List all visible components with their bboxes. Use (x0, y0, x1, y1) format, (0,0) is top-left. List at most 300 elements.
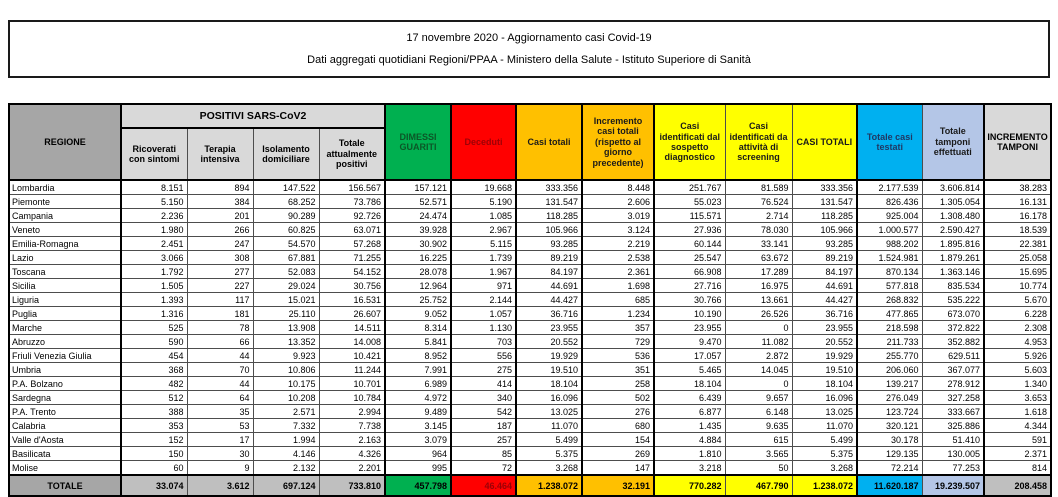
cell-terapia-intensiva: 35 (187, 405, 253, 419)
region-name: Marche (9, 321, 121, 335)
cell-ricoverati-con-sintomi: 512 (121, 391, 187, 405)
total-cell-casi-totali: 1.238.072 (516, 475, 582, 496)
cell-casi-sospetto-diagnostico: 27.936 (654, 223, 725, 237)
col-header-casi-screening: Casi identificati da attività di screening (725, 104, 792, 180)
cell-casi-totali-maiuscolo: 18.104 (792, 377, 857, 391)
cell-ricoverati-con-sintomi: 60 (121, 461, 187, 476)
cell-isolamento-domiciliare: 7.332 (253, 419, 319, 433)
cell-casi-screening: 2.872 (725, 349, 792, 363)
cell-casi-sospetto-diagnostico: 25.547 (654, 251, 725, 265)
cell-casi-screening: 6.148 (725, 405, 792, 419)
cell-isolamento-domiciliare: 68.252 (253, 195, 319, 209)
cell-dimessi-guariti: 25.752 (385, 293, 451, 307)
cell-casi-totali-maiuscolo: 118.285 (792, 209, 857, 223)
cell-terapia-intensiva: 44 (187, 377, 253, 391)
region-name: Sardegna (9, 391, 121, 405)
cell-casi-totali: 105.966 (516, 223, 582, 237)
cell-dimessi-guariti: 30.902 (385, 237, 451, 251)
cell-incremento-tamponi: 591 (984, 433, 1051, 447)
cell-ricoverati-con-sintomi: 1.792 (121, 265, 187, 279)
cell-totale-attualmente-positivi: 73.786 (319, 195, 385, 209)
cell-terapia-intensiva: 70 (187, 363, 253, 377)
cell-casi-totali-maiuscolo: 16.096 (792, 391, 857, 405)
cell-ricoverati-con-sintomi: 482 (121, 377, 187, 391)
total-cell-ricoverati-con-sintomi: 33.074 (121, 475, 187, 496)
table-body (9, 180, 1051, 496)
cell-deceduti: 703 (451, 335, 516, 349)
col-header-dimessi-guariti: DIMESSI GUARITI (385, 104, 451, 180)
cell-ricoverati-con-sintomi: 3.066 (121, 251, 187, 265)
cell-totale-attualmente-positivi: 57.268 (319, 237, 385, 251)
col-header-isolamento-domiciliare: Isolamento domiciliare (253, 128, 319, 180)
region-name: Toscana (9, 265, 121, 279)
cell-incremento-casi-totali: 3.019 (582, 209, 654, 223)
cell-totale-attualmente-positivi: 10.421 (319, 349, 385, 363)
col-header-totale-casi-testati: Totale casi testati (857, 104, 922, 180)
cell-casi-sospetto-diagnostico: 6.877 (654, 405, 725, 419)
total-cell-casi-totali-maiuscolo: 1.238.072 (792, 475, 857, 496)
cell-casi-totali: 20.552 (516, 335, 582, 349)
region-name: Basilicata (9, 447, 121, 461)
cell-totale-casi-testati: 276.049 (857, 391, 922, 405)
total-row (9, 475, 1051, 496)
cell-totale-tamponi: 77.253 (922, 461, 984, 476)
covid-data-table (8, 103, 1052, 497)
cell-casi-screening: 63.672 (725, 251, 792, 265)
region-name: Umbria (9, 363, 121, 377)
cell-incremento-tamponi: 38.283 (984, 180, 1051, 195)
region-name: Emilia-Romagna (9, 237, 121, 251)
cell-casi-totali-maiuscolo: 333.356 (792, 180, 857, 195)
cell-totale-casi-testati: 72.214 (857, 461, 922, 476)
cell-casi-totali: 44.691 (516, 279, 582, 293)
cell-ricoverati-con-sintomi: 152 (121, 433, 187, 447)
cell-isolamento-domiciliare: 90.289 (253, 209, 319, 223)
cell-terapia-intensiva: 66 (187, 335, 253, 349)
cell-incremento-tamponi: 4.953 (984, 335, 1051, 349)
cell-dimessi-guariti: 24.474 (385, 209, 451, 223)
cell-terapia-intensiva: 247 (187, 237, 253, 251)
cell-casi-totali: 131.547 (516, 195, 582, 209)
cell-isolamento-domiciliare: 2.132 (253, 461, 319, 476)
cell-casi-sospetto-diagnostico: 9.470 (654, 335, 725, 349)
col-header-terapia-intensiva: Terapia intensiva (187, 128, 253, 180)
cell-totale-tamponi: 352.882 (922, 335, 984, 349)
region-name: Campania (9, 209, 121, 223)
cell-totale-casi-testati: 988.202 (857, 237, 922, 251)
cell-casi-screening: 615 (725, 433, 792, 447)
cell-casi-sospetto-diagnostico: 4.884 (654, 433, 725, 447)
cell-casi-totali: 5.375 (516, 447, 582, 461)
cell-ricoverati-con-sintomi: 1.393 (121, 293, 187, 307)
cell-incremento-casi-totali: 154 (582, 433, 654, 447)
table-row (9, 223, 1051, 237)
cell-casi-totali: 13.025 (516, 405, 582, 419)
cell-casi-sospetto-diagnostico: 1.810 (654, 447, 725, 461)
cell-totale-casi-testati: 1.000.577 (857, 223, 922, 237)
cell-casi-totali-maiuscolo: 5.375 (792, 447, 857, 461)
cell-ricoverati-con-sintomi: 368 (121, 363, 187, 377)
total-cell-casi-sospetto-diagnostico: 770.282 (654, 475, 725, 496)
cell-incremento-tamponi: 25.058 (984, 251, 1051, 265)
cell-casi-screening: 17.289 (725, 265, 792, 279)
cell-incremento-casi-totali: 357 (582, 321, 654, 335)
report-title-line2: Dati aggregati quotidiani Regioni/PPAA - Ministero della Salute - Istituto Superiore di Sanità (307, 54, 751, 66)
cell-casi-totali-maiuscolo: 44.691 (792, 279, 857, 293)
cell-totale-tamponi: 629.511 (922, 349, 984, 363)
cell-incremento-tamponi: 22.381 (984, 237, 1051, 251)
cell-isolamento-domiciliare: 9.923 (253, 349, 319, 363)
cell-casi-totali-maiuscolo: 19.929 (792, 349, 857, 363)
cell-casi-sospetto-diagnostico: 30.766 (654, 293, 725, 307)
cell-totale-tamponi: 325.886 (922, 419, 984, 433)
cell-totale-attualmente-positivi: 54.152 (319, 265, 385, 279)
cell-dimessi-guariti: 3.079 (385, 433, 451, 447)
region-name: Sicilia (9, 279, 121, 293)
cell-incremento-casi-totali: 147 (582, 461, 654, 476)
cell-totale-casi-testati: 268.832 (857, 293, 922, 307)
region-name: Piemonte (9, 195, 121, 209)
col-header-casi-totali-maiuscolo: CASI TOTALI (792, 104, 857, 180)
cell-deceduti: 2.144 (451, 293, 516, 307)
cell-incremento-casi-totali: 1.698 (582, 279, 654, 293)
cell-dimessi-guariti: 9.052 (385, 307, 451, 321)
cell-totale-casi-testati: 925.004 (857, 209, 922, 223)
table-row (9, 377, 1051, 391)
cell-casi-totali-maiuscolo: 20.552 (792, 335, 857, 349)
cell-incremento-casi-totali: 2.361 (582, 265, 654, 279)
col-header-totale-tamponi: Totale tamponi effettuati (922, 104, 984, 180)
table-row (9, 321, 1051, 335)
cell-incremento-tamponi: 1.618 (984, 405, 1051, 419)
col-header-casi-sospetto-diagnostico: Casi identificati dal sospetto diagnostico (654, 104, 725, 180)
cell-casi-totali-maiuscolo: 93.285 (792, 237, 857, 251)
cell-ricoverati-con-sintomi: 2.236 (121, 209, 187, 223)
col-header-totale-attualmente-positivi: Totale attualmente positivi (319, 128, 385, 180)
cell-incremento-tamponi: 10.774 (984, 279, 1051, 293)
table-row (9, 447, 1051, 461)
cell-ricoverati-con-sintomi: 590 (121, 335, 187, 349)
cell-ricoverati-con-sintomi: 8.151 (121, 180, 187, 195)
cell-terapia-intensiva: 17 (187, 433, 253, 447)
region-name: Puglia (9, 307, 121, 321)
cell-casi-screening: 78.030 (725, 223, 792, 237)
cell-deceduti: 85 (451, 447, 516, 461)
cell-casi-totali: 3.268 (516, 461, 582, 476)
table-row (9, 349, 1051, 363)
total-cell-deceduti: 46.464 (451, 475, 516, 496)
cell-deceduti: 2.967 (451, 223, 516, 237)
cell-incremento-casi-totali: 2.538 (582, 251, 654, 265)
total-cell-totale-casi-testati: 11.620.187 (857, 475, 922, 496)
cell-casi-totali-maiuscolo: 5.499 (792, 433, 857, 447)
total-cell-isolamento-domiciliare: 697.124 (253, 475, 319, 496)
cell-totale-tamponi: 3.606.814 (922, 180, 984, 195)
cell-incremento-casi-totali: 536 (582, 349, 654, 363)
cell-totale-attualmente-positivi: 71.255 (319, 251, 385, 265)
table-row (9, 363, 1051, 377)
cell-totale-attualmente-positivi: 10.784 (319, 391, 385, 405)
cell-totale-casi-testati: 211.733 (857, 335, 922, 349)
region-name: P.A. Trento (9, 405, 121, 419)
cell-deceduti: 72 (451, 461, 516, 476)
cell-totale-tamponi: 1.879.261 (922, 251, 984, 265)
cell-dimessi-guariti: 6.989 (385, 377, 451, 391)
cell-isolamento-domiciliare: 10.806 (253, 363, 319, 377)
region-name: Molise (9, 461, 121, 476)
cell-casi-screening: 2.714 (725, 209, 792, 223)
region-name: Lazio (9, 251, 121, 265)
cell-casi-totali: 93.285 (516, 237, 582, 251)
cell-ricoverati-con-sintomi: 353 (121, 419, 187, 433)
region-name: Lombardia (9, 180, 121, 195)
cell-ricoverati-con-sintomi: 2.451 (121, 237, 187, 251)
cell-incremento-casi-totali: 258 (582, 377, 654, 391)
cell-dimessi-guariti: 8.952 (385, 349, 451, 363)
total-label: TOTALE (9, 475, 121, 496)
cell-casi-totali: 118.285 (516, 209, 582, 223)
cell-terapia-intensiva: 53 (187, 419, 253, 433)
cell-casi-sospetto-diagnostico: 115.571 (654, 209, 725, 223)
cell-totale-attualmente-positivi: 26.607 (319, 307, 385, 321)
cell-dimessi-guariti: 12.964 (385, 279, 451, 293)
cell-totale-casi-testati: 826.436 (857, 195, 922, 209)
cell-incremento-tamponi: 4.344 (984, 419, 1051, 433)
cell-deceduti: 5.190 (451, 195, 516, 209)
cell-casi-screening: 0 (725, 377, 792, 391)
cell-deceduti: 1.130 (451, 321, 516, 335)
cell-terapia-intensiva: 308 (187, 251, 253, 265)
cell-dimessi-guariti: 28.078 (385, 265, 451, 279)
cell-totale-tamponi: 327.258 (922, 391, 984, 405)
cell-casi-totali: 5.499 (516, 433, 582, 447)
cell-incremento-tamponi: 5.670 (984, 293, 1051, 307)
cell-totale-attualmente-positivi: 10.701 (319, 377, 385, 391)
cell-dimessi-guariti: 39.928 (385, 223, 451, 237)
total-cell-dimessi-guariti: 457.798 (385, 475, 451, 496)
cell-casi-sospetto-diagnostico: 6.439 (654, 391, 725, 405)
cell-isolamento-domiciliare: 10.175 (253, 377, 319, 391)
cell-incremento-casi-totali: 2.606 (582, 195, 654, 209)
table-row (9, 293, 1051, 307)
table-row (9, 461, 1051, 476)
cell-totale-tamponi: 673.070 (922, 307, 984, 321)
region-name: Calabria (9, 419, 121, 433)
cell-totale-casi-testati: 139.217 (857, 377, 922, 391)
cell-incremento-tamponi: 18.539 (984, 223, 1051, 237)
cell-incremento-casi-totali: 351 (582, 363, 654, 377)
cell-totale-tamponi: 1.363.146 (922, 265, 984, 279)
cell-casi-totali-maiuscolo: 44.427 (792, 293, 857, 307)
cell-totale-tamponi: 130.005 (922, 447, 984, 461)
cell-casi-screening: 16.975 (725, 279, 792, 293)
cell-ricoverati-con-sintomi: 1.505 (121, 279, 187, 293)
cell-ricoverati-con-sintomi: 388 (121, 405, 187, 419)
cell-totale-tamponi: 333.667 (922, 405, 984, 419)
cell-deceduti: 1.967 (451, 265, 516, 279)
cell-dimessi-guariti: 5.841 (385, 335, 451, 349)
cell-totale-casi-testati: 477.865 (857, 307, 922, 321)
cell-ricoverati-con-sintomi: 454 (121, 349, 187, 363)
cell-deceduti: 187 (451, 419, 516, 433)
cell-casi-totali: 84.197 (516, 265, 582, 279)
table-row (9, 419, 1051, 433)
report-title-line1: 17 novembre 2020 - Aggiornamento casi Covid-19 (406, 32, 652, 44)
total-cell-incremento-casi-totali: 32.191 (582, 475, 654, 496)
cell-incremento-casi-totali: 502 (582, 391, 654, 405)
table-row (9, 180, 1051, 195)
cell-casi-totali-maiuscolo: 131.547 (792, 195, 857, 209)
table-row (9, 265, 1051, 279)
cell-casi-screening: 33.141 (725, 237, 792, 251)
cell-terapia-intensiva: 384 (187, 195, 253, 209)
cell-deceduti: 275 (451, 363, 516, 377)
cell-casi-totali-maiuscolo: 23.955 (792, 321, 857, 335)
cell-totale-casi-testati: 129.135 (857, 447, 922, 461)
cell-isolamento-domiciliare: 54.570 (253, 237, 319, 251)
cell-terapia-intensiva: 78 (187, 321, 253, 335)
region-name: Valle d'Aosta (9, 433, 121, 447)
cell-incremento-tamponi: 5.603 (984, 363, 1051, 377)
total-cell-terapia-intensiva: 3.612 (187, 475, 253, 496)
cell-casi-screening: 26.526 (725, 307, 792, 321)
cell-incremento-tamponi: 814 (984, 461, 1051, 476)
cell-totale-tamponi: 372.822 (922, 321, 984, 335)
total-cell-incremento-tamponi: 208.458 (984, 475, 1051, 496)
cell-casi-totali: 89.219 (516, 251, 582, 265)
cell-isolamento-domiciliare: 2.571 (253, 405, 319, 419)
cell-totale-attualmente-positivi: 16.531 (319, 293, 385, 307)
cell-totale-tamponi: 835.534 (922, 279, 984, 293)
cell-incremento-tamponi: 3.653 (984, 391, 1051, 405)
cell-casi-totali-maiuscolo: 3.268 (792, 461, 857, 476)
cell-isolamento-domiciliare: 13.352 (253, 335, 319, 349)
cell-totale-tamponi: 1.305.054 (922, 195, 984, 209)
cell-deceduti: 5.115 (451, 237, 516, 251)
cell-incremento-casi-totali: 685 (582, 293, 654, 307)
cell-incremento-tamponi: 5.926 (984, 349, 1051, 363)
cell-casi-screening: 76.524 (725, 195, 792, 209)
cell-incremento-tamponi: 6.228 (984, 307, 1051, 321)
cell-casi-totali: 19.510 (516, 363, 582, 377)
col-header-regione: REGIONE (9, 104, 121, 180)
cell-casi-screening: 9.635 (725, 419, 792, 433)
cell-totale-attualmente-positivi: 2.201 (319, 461, 385, 476)
cell-casi-totali: 11.070 (516, 419, 582, 433)
cell-casi-sospetto-diagnostico: 5.465 (654, 363, 725, 377)
cell-totale-tamponi: 2.590.427 (922, 223, 984, 237)
cell-deceduti: 257 (451, 433, 516, 447)
cell-totale-tamponi: 278.912 (922, 377, 984, 391)
total-cell-totale-tamponi: 19.239.507 (922, 475, 984, 496)
cell-deceduti: 19.668 (451, 180, 516, 195)
table-row (9, 335, 1051, 349)
cell-isolamento-domiciliare: 147.522 (253, 180, 319, 195)
cell-terapia-intensiva: 277 (187, 265, 253, 279)
cell-dimessi-guariti: 157.121 (385, 180, 451, 195)
cell-totale-casi-testati: 577.818 (857, 279, 922, 293)
cell-incremento-casi-totali: 3.124 (582, 223, 654, 237)
cell-incremento-casi-totali: 269 (582, 447, 654, 461)
cell-totale-attualmente-positivi: 2.163 (319, 433, 385, 447)
region-name: Friuli Venezia Giulia (9, 349, 121, 363)
cell-isolamento-domiciliare: 29.024 (253, 279, 319, 293)
cell-dimessi-guariti: 9.489 (385, 405, 451, 419)
table-row (9, 391, 1051, 405)
cell-casi-screening: 0 (725, 321, 792, 335)
cell-incremento-tamponi: 2.371 (984, 447, 1051, 461)
cell-terapia-intensiva: 227 (187, 279, 253, 293)
col-header-incremento-tamponi: INCREMENTO TAMPONI (984, 104, 1051, 180)
table-header (9, 104, 1051, 180)
cell-isolamento-domiciliare: 25.110 (253, 307, 319, 321)
cell-casi-totali-maiuscolo: 105.966 (792, 223, 857, 237)
cell-casi-screening: 13.661 (725, 293, 792, 307)
cell-casi-totali: 18.104 (516, 377, 582, 391)
cell-casi-sospetto-diagnostico: 27.716 (654, 279, 725, 293)
cell-casi-totali-maiuscolo: 84.197 (792, 265, 857, 279)
cell-totale-attualmente-positivi: 7.738 (319, 419, 385, 433)
cell-deceduti: 1.739 (451, 251, 516, 265)
cell-totale-attualmente-positivi: 14.008 (319, 335, 385, 349)
col-header-deceduti: Deceduti (451, 104, 516, 180)
cell-totale-attualmente-positivi: 156.567 (319, 180, 385, 195)
table-row (9, 237, 1051, 251)
cell-dimessi-guariti: 52.571 (385, 195, 451, 209)
cell-casi-totali-maiuscolo: 19.510 (792, 363, 857, 377)
cell-totale-attualmente-positivi: 4.326 (319, 447, 385, 461)
cell-totale-casi-testati: 30.178 (857, 433, 922, 447)
col-header-casi-totali: Casi totali (516, 104, 582, 180)
cell-casi-sospetto-diagnostico: 1.435 (654, 419, 725, 433)
region-name: Liguria (9, 293, 121, 307)
cell-ricoverati-con-sintomi: 5.150 (121, 195, 187, 209)
cell-totale-casi-testati: 123.724 (857, 405, 922, 419)
cell-totale-attualmente-positivi: 11.244 (319, 363, 385, 377)
cell-dimessi-guariti: 3.145 (385, 419, 451, 433)
cell-casi-totali: 23.955 (516, 321, 582, 335)
table-row (9, 433, 1051, 447)
cell-casi-sospetto-diagnostico: 17.057 (654, 349, 725, 363)
cell-totale-casi-testati: 870.134 (857, 265, 922, 279)
cell-totale-casi-testati: 2.177.539 (857, 180, 922, 195)
cell-ricoverati-con-sintomi: 150 (121, 447, 187, 461)
cell-totale-attualmente-positivi: 30.756 (319, 279, 385, 293)
cell-deceduti: 542 (451, 405, 516, 419)
cell-casi-totali-maiuscolo: 13.025 (792, 405, 857, 419)
cell-totale-casi-testati: 206.060 (857, 363, 922, 377)
cell-terapia-intensiva: 44 (187, 349, 253, 363)
cell-casi-totali-maiuscolo: 11.070 (792, 419, 857, 433)
cell-terapia-intensiva: 266 (187, 223, 253, 237)
cell-incremento-casi-totali: 680 (582, 419, 654, 433)
cell-casi-totali: 16.096 (516, 391, 582, 405)
cell-dimessi-guariti: 995 (385, 461, 451, 476)
cell-terapia-intensiva: 181 (187, 307, 253, 321)
cell-totale-casi-testati: 218.598 (857, 321, 922, 335)
cell-casi-totali-maiuscolo: 36.716 (792, 307, 857, 321)
cell-casi-totali: 333.356 (516, 180, 582, 195)
cell-isolamento-domiciliare: 10.208 (253, 391, 319, 405)
cell-deceduti: 1.057 (451, 307, 516, 321)
cell-dimessi-guariti: 964 (385, 447, 451, 461)
col-header-ricoverati-con-sintomi: Ricoverati con sintomi (121, 128, 187, 180)
cell-casi-sospetto-diagnostico: 23.955 (654, 321, 725, 335)
cell-totale-casi-testati: 1.524.981 (857, 251, 922, 265)
cell-incremento-casi-totali: 729 (582, 335, 654, 349)
cell-totale-attualmente-positivi: 2.994 (319, 405, 385, 419)
table-row (9, 279, 1051, 293)
